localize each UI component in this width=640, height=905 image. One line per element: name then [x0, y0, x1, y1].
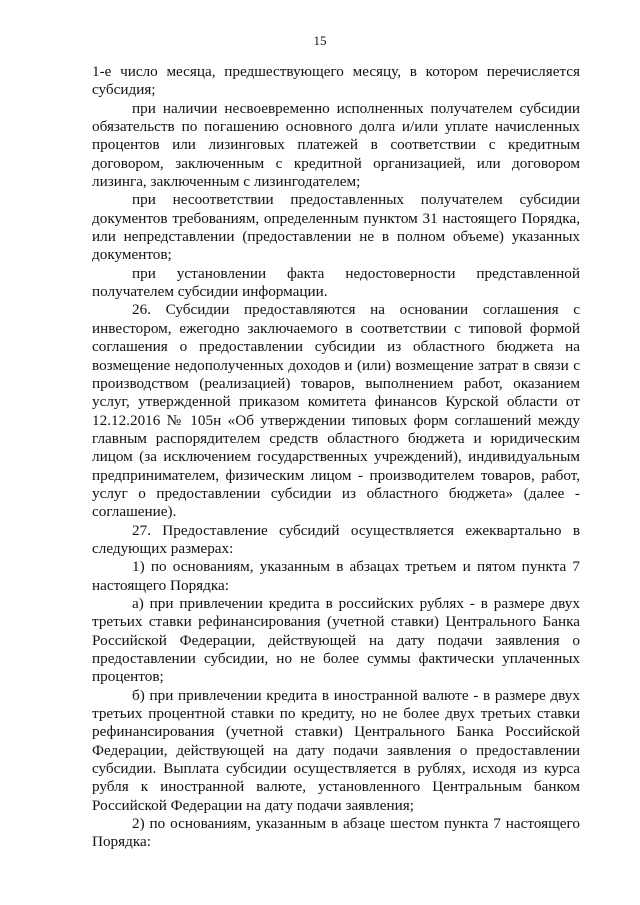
document-body — [92, 63, 580, 852]
paragraph-subitem-a: а) при привлечении кредита в российских рублях - в размере двух третьих ставки рефинансирования (учетной ставки) Центрального Банка Российской Федерации, действующей на дату подачи заявления о предоставлении субсидии, но не более суммы фактически уплаченных процентов; — [92, 594, 580, 686]
paragraph-subitem-b: б) при привлечении кредита в иностранной валюте - в размере двух третьих процентной ставки по кредиту, но не более двух третьих ставки рефинансирования (учетной ставки) Центрального Банка Российской Федерации, действующей на дату подачи заявления о предоставлении субсидии. Выплата субсидии осуществляется в рублях, исходя из курса рубля к иностранной валюте, установленного Центральным банком Российской Федерации на дату подачи заявления; — [92, 686, 580, 814]
paragraph-item-27: 27. Предоставление субсидий осуществляется ежеквартально в следующих размерах: — [92, 521, 580, 557]
paragraph-subitem-2: 2) по основаниям, указанным в абзаце шестом пункта 7 настоящего Порядка: — [92, 815, 580, 851]
paragraph: при наличии несвоевременно исполненных получателем субсидии обязательств по погашению основного долга и/или уплате начисленных процентов или лизинговых платежей в соответствии с кредитным договором, заключенным с кредитной организацией, или договором лизинга, заключенным с лизингодателем; — [92, 99, 580, 191]
paragraph: при несоответствии предоставленных получателем субсидии документов требованиям, определенным пунктом 31 настоящего Порядка, или непредставлении (предоставлении не в полном объеме) указанных документов; — [92, 191, 580, 264]
page-number: 15 — [313, 33, 327, 48]
paragraph: 1-е число месяца, предшествующего месяцу, в котором перечисляется субсидия; — [92, 63, 580, 99]
paragraph: при установлении факта недостоверности представленной получателем субсидии информации. — [92, 264, 580, 301]
paragraph-item-26: 26. Субсидии предоставляются на основании соглашения с инвестором, ежегодно заключаемого в соответствии с типовой формой соглашения о предоставлении субсидии из областного бюджета на возмещение недополученных доходов и (или) возмещение затрат в связи с производством (реализацией) товаров, выполнением работ, оказанием услуг, утвержденной приказом комитета финансов Курской области от 12.12.2016 № 105н «Об утверждении типовых форм соглашений между главным распорядителем средств областного бюджета и юридическим лицом (за исключением государственных учреждений), индивидуальным предпринимателем, физическим лицом - производителем товаров, работ, услуг о предоставлении субсидии из областного бюджета» (далее - соглашение). — [92, 301, 580, 521]
paragraph-subitem-1: 1) по основаниям, указанным в абзацах третьем и пятом пункта 7 настоящего Порядка: — [92, 558, 580, 594]
